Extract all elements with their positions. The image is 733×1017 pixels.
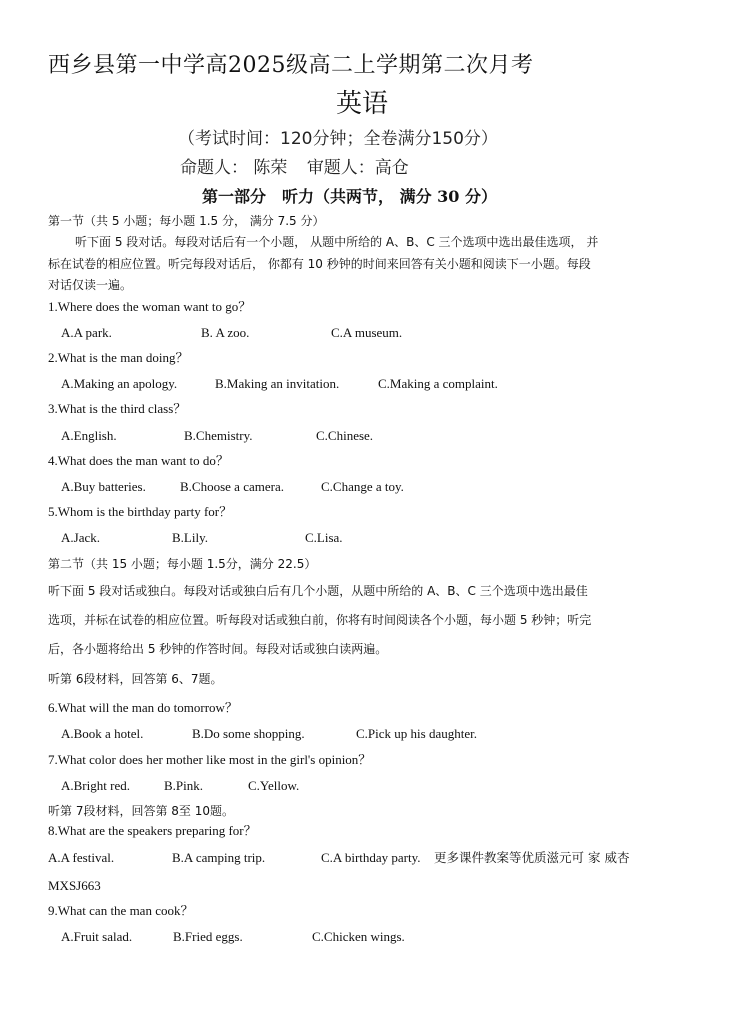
- option-b: B.A camping trip.: [172, 850, 266, 865]
- option-b: B.Fried eggs.: [173, 929, 243, 944]
- option-a: A.Fruit salad.: [61, 929, 133, 944]
- option-b: B.Lily.: [172, 530, 208, 545]
- option-a: A.A festival.: [48, 850, 115, 865]
- option-c: C.Chinese.: [316, 428, 374, 443]
- exam-info: （考试时间：120分钟；全卷满分150分）: [178, 129, 498, 149]
- option-b: B.Making an invitation.: [215, 376, 340, 391]
- group-intro: 听第 7段材料，回答第 8至 10题。: [48, 804, 234, 818]
- section1-instructions-line1: 听下面 5 段对话。每段对话后有一个小题， 从题中所给的 A、B、C 三个选项中选出最佳选项， 并: [75, 235, 599, 249]
- option-b: B.Do some shopping.: [192, 726, 305, 741]
- option-a: A.Book a hotel.: [61, 726, 144, 741]
- option-a: A.Bright red.: [61, 778, 130, 793]
- promo-text: 更多课件教案等优质滋元可 家 威杏: [434, 850, 630, 865]
- section1-instructions: [48, 232, 696, 297]
- question-stem: 5.Whom is the birthday party for？: [48, 504, 233, 519]
- option-c: C.Lisa.: [305, 530, 343, 545]
- option-b: B.Pink.: [164, 778, 204, 793]
- section2-heading: 第二节（共 15 小题；每小题 1.5分，满分 22.5）: [48, 557, 317, 571]
- option-a: A.Buy batteries.: [61, 479, 146, 494]
- section2-instructions: [48, 577, 696, 664]
- option-b: B.Choose a camera.: [180, 479, 284, 494]
- option-c: C.Pick up his daughter.: [356, 726, 477, 741]
- option-b: B.Chemistry.: [184, 428, 253, 443]
- part1-heading: 第一部分 听力（共两节， 满分 30 分）: [202, 187, 497, 206]
- option-b: B. A zoo.: [201, 325, 250, 340]
- question-stem: 9.What can the man cook？: [48, 903, 194, 918]
- section1-heading: 第一节（共 5 小题；每小题 1.5 分， 满分 7.5 分）: [48, 214, 325, 228]
- setters-line: [180, 157, 423, 179]
- setter: 命题人： 陈荣: [180, 158, 288, 178]
- question-stem: 4.What does the man want to do？: [48, 453, 229, 468]
- section1-instructions-line2: 标在试卷的相应位置。听完每段对话后， 你都有 10 秒钟的时间来回答有关小题和阅读下一小题。每段: [48, 256, 591, 271]
- question-stem: 7.What color does her mother like most in the girl's opinion？: [48, 752, 372, 767]
- question-stem: 2.What is the man doing？: [48, 350, 189, 365]
- option-c: C.Change a toy.: [321, 479, 404, 494]
- question-stem: 1.Where does the woman want to go？: [48, 299, 252, 314]
- option-c: C.A birthday party.: [321, 850, 421, 865]
- option-c: C.Making a complaint.: [378, 376, 498, 391]
- option-a: A.Jack.: [61, 530, 100, 545]
- question-stem: 8.What are the speakers preparing for？: [48, 823, 257, 838]
- option-c: C.Chicken wings.: [312, 929, 405, 944]
- promo-code: MXSJ663: [48, 878, 101, 893]
- subject-title: 英语: [336, 89, 389, 119]
- exam-title: 西乡县第一中学高2025级高二上学期第二次月考: [48, 53, 534, 78]
- question-stem: 6.What will the man do tomorrow？: [48, 700, 238, 715]
- question-stem: 3.What is the third class？: [48, 401, 187, 416]
- reviewer: 审题人：高仓: [306, 158, 409, 178]
- option-c: C.A museum.: [331, 325, 403, 340]
- section2-instructions-line3: 后，各小题将给出 5 秒钟的作答时间。每段对话或独白读两遍。: [48, 642, 388, 656]
- option-a: A.English.: [61, 428, 117, 443]
- section1-instructions-line3: 对话仅读一遍。: [48, 278, 133, 292]
- option-a: A.A park.: [61, 325, 112, 340]
- section2-instructions-line2: 选项，并标在试卷的相应位置。听每段对话或独白前，你将有时间阅读各个小题，每小题 5 秒钟；听完: [48, 613, 592, 627]
- group-intro: 听第 6段材料，回答第 6、7题。: [48, 672, 223, 686]
- option-c: C.Yellow.: [248, 778, 300, 793]
- option-a: A.Making an apology.: [61, 376, 178, 391]
- section2-instructions-line1: 听下面 5 段对话或独白。每段对话或独白后有几个小题，从题中所给的 A、B、C 三个选项中选出最佳: [48, 584, 588, 598]
